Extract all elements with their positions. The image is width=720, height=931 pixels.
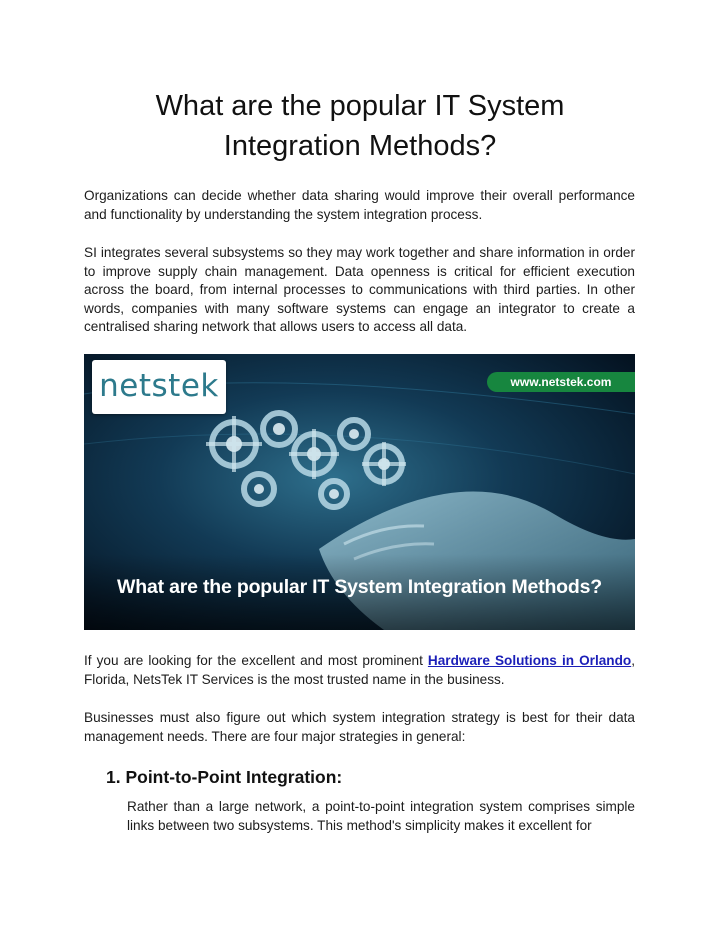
article-banner-image: [84, 354, 635, 630]
strategies-paragraph: Businesses must also figure out which system integration strategy is best for their data management needs. There are four major strategies in general:: [84, 710, 635, 744]
hardware-text-after: , Florida, NetsTek IT Services is the most trusted name in the business.: [84, 653, 635, 687]
hardware-paragraph: [84, 652, 635, 689]
hardware-solutions-link[interactable]: Hardware Solutions in Orlando: [427, 653, 632, 668]
intro-paragraph: Organizations can decide whether data sharing would improve their overall performance and functionality by understanding the system integration process.: [84, 188, 635, 222]
banner-caption: What are the popular IT System Integration Methods?: [117, 576, 602, 598]
page-title: What are the popular IT System Integration Methods?: [155, 90, 565, 162]
point-to-point-paragraph: Rather than a large network, a point-to-point integration system comprises simple links between two subsystems. This method's simplicity makes it excellent for: [127, 799, 635, 833]
si-paragraph: SI integrates several subsystems so they may work together and share information in order to improve supply chain management. Data openness is critical for efficient execution across the board, from internal processes to communications with third parties. In other words, companies with many software systems can engage an integrator to create a centralised sharing network that allows users to access all data.: [84, 245, 635, 335]
website-url-badge: www.netstek.com: [487, 372, 635, 392]
hardware-text-before: If you are looking for the excellent and most prominent: [84, 653, 428, 668]
section-heading-point-to-point: 1. Point-to-Point Integration:: [106, 767, 343, 787]
logo-text: netstek: [99, 368, 219, 404]
netstek-logo: [92, 360, 226, 414]
